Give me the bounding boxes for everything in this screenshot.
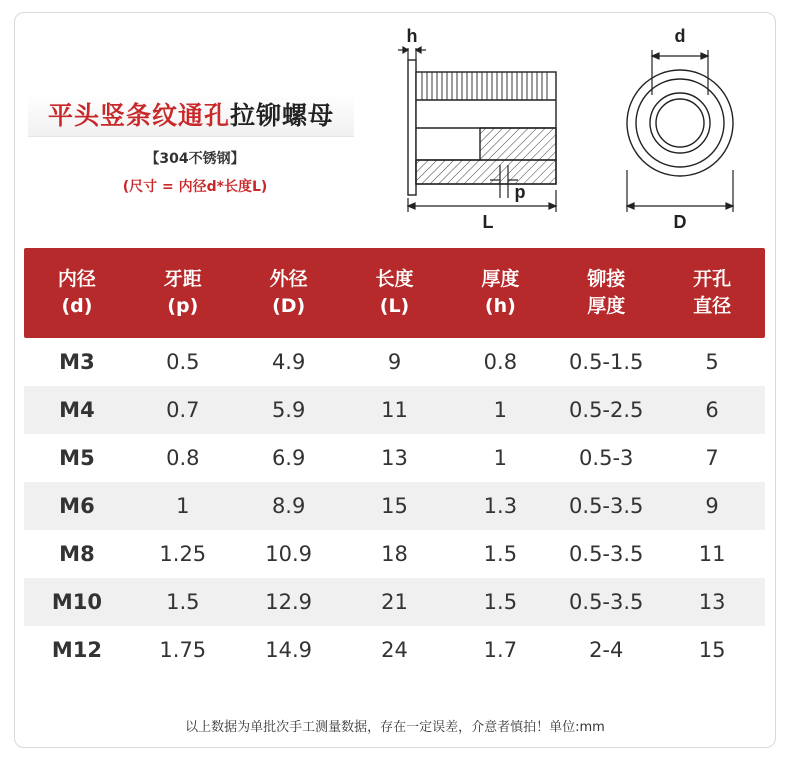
table-cell: 6	[705, 398, 719, 422]
table-cell: 11	[381, 398, 408, 422]
end-view	[627, 70, 733, 176]
table-row	[24, 338, 765, 386]
table-cell: 0.7	[166, 398, 200, 422]
table-cell: 1.7	[483, 638, 518, 662]
table-cell: 24	[381, 638, 408, 662]
table-cell: M6	[59, 494, 95, 518]
col-hole-diameter: 开孔 直径	[693, 268, 732, 317]
table-row	[24, 578, 765, 626]
table-row	[24, 386, 765, 434]
table-cell: M4	[59, 398, 95, 422]
table-cell: M8	[59, 542, 95, 566]
table-cell: 1.25	[159, 542, 207, 566]
table-cell: 0.5-3.5	[569, 494, 644, 518]
table-cell: M10	[51, 590, 102, 614]
table-cell: 0.8	[483, 350, 518, 374]
table-cell: 7	[705, 446, 719, 470]
table-cell: 15	[381, 494, 408, 518]
label-p: p	[514, 182, 526, 202]
table-row	[24, 434, 765, 482]
table-cell: 9	[387, 350, 402, 374]
spec-table	[24, 248, 765, 674]
material-label: 【304不锈钢】	[145, 151, 245, 167]
table-cell: 12.9	[265, 590, 313, 614]
table-cell: 14.9	[265, 638, 313, 662]
table-cell: 18	[381, 542, 408, 566]
table-cell: 1	[493, 398, 508, 422]
label-D: D	[673, 212, 687, 232]
label-h: h	[406, 26, 418, 46]
table-cell: 0.8	[166, 446, 200, 470]
table-cell: 11	[698, 542, 726, 566]
label-d: d	[674, 26, 686, 46]
col-thickness: 厚度 (h)	[481, 268, 520, 317]
table-cell: 8.9	[271, 494, 306, 518]
table-cell: 9	[705, 494, 719, 518]
rivet-nut-diagram	[390, 20, 760, 235]
table-cell: 4.9	[271, 350, 306, 374]
table-cell: 6.9	[271, 446, 306, 470]
col-outer-diameter: 外径 (D)	[269, 268, 308, 317]
table-cell: 1	[493, 446, 508, 470]
table-cell: 10.9	[265, 542, 313, 566]
table-row	[24, 626, 765, 674]
table-cell: M12	[51, 638, 102, 662]
table-cell: M5	[59, 446, 95, 470]
table-cell: 1.5	[483, 542, 518, 566]
label-L: L	[482, 212, 494, 232]
col-grip-range: 铆接 厚度	[587, 268, 626, 317]
col-inner-diameter: 内径 (d)	[57, 268, 96, 317]
side-view	[408, 60, 556, 195]
table-cell: 1.75	[159, 638, 207, 662]
table-cell: 5	[705, 350, 719, 374]
dim-h	[398, 47, 426, 60]
table-cell: 1.3	[483, 494, 518, 518]
product-title-red: 平头竖条纹通孔	[47, 101, 230, 130]
table-cell: 0.5-3.5	[569, 542, 644, 566]
col-pitch: 牙距 (p)	[163, 268, 202, 317]
table-cell: 21	[381, 590, 408, 614]
size-formula: (尺寸 = 内径d*长度L)	[122, 179, 268, 195]
table-cell: 0.5-3.5	[569, 590, 644, 614]
col-length: 长度 (L)	[375, 268, 414, 317]
dim-L	[408, 190, 556, 212]
table-header	[24, 248, 765, 338]
table-cell: 2-4	[589, 638, 624, 662]
footnote: 以上数据为单批次手工测量数据，存在一定误差，介意者慎拍！单位:mm	[185, 720, 605, 735]
table-cell: 1.5	[166, 590, 200, 614]
table-cell: 13	[381, 446, 408, 470]
dim-d	[652, 50, 708, 95]
table-cell: 0.5-3	[579, 446, 634, 470]
table-row	[24, 482, 765, 530]
table-cell: 0.5-2.5	[569, 398, 644, 422]
product-title-black: 拉铆螺母	[230, 101, 335, 130]
table-cell: 13	[698, 590, 726, 614]
table-cell: 0.5	[166, 350, 200, 374]
table-cell: 1	[176, 494, 190, 518]
table-cell: 15	[698, 638, 726, 662]
table-row	[24, 530, 765, 578]
table-cell: M3	[59, 350, 95, 374]
table-cell: 0.5-1.5	[569, 350, 644, 374]
product-title	[28, 92, 354, 137]
table-cell: 1.5	[483, 590, 518, 614]
table-body	[24, 338, 765, 674]
table-cell: 5.9	[271, 398, 306, 422]
